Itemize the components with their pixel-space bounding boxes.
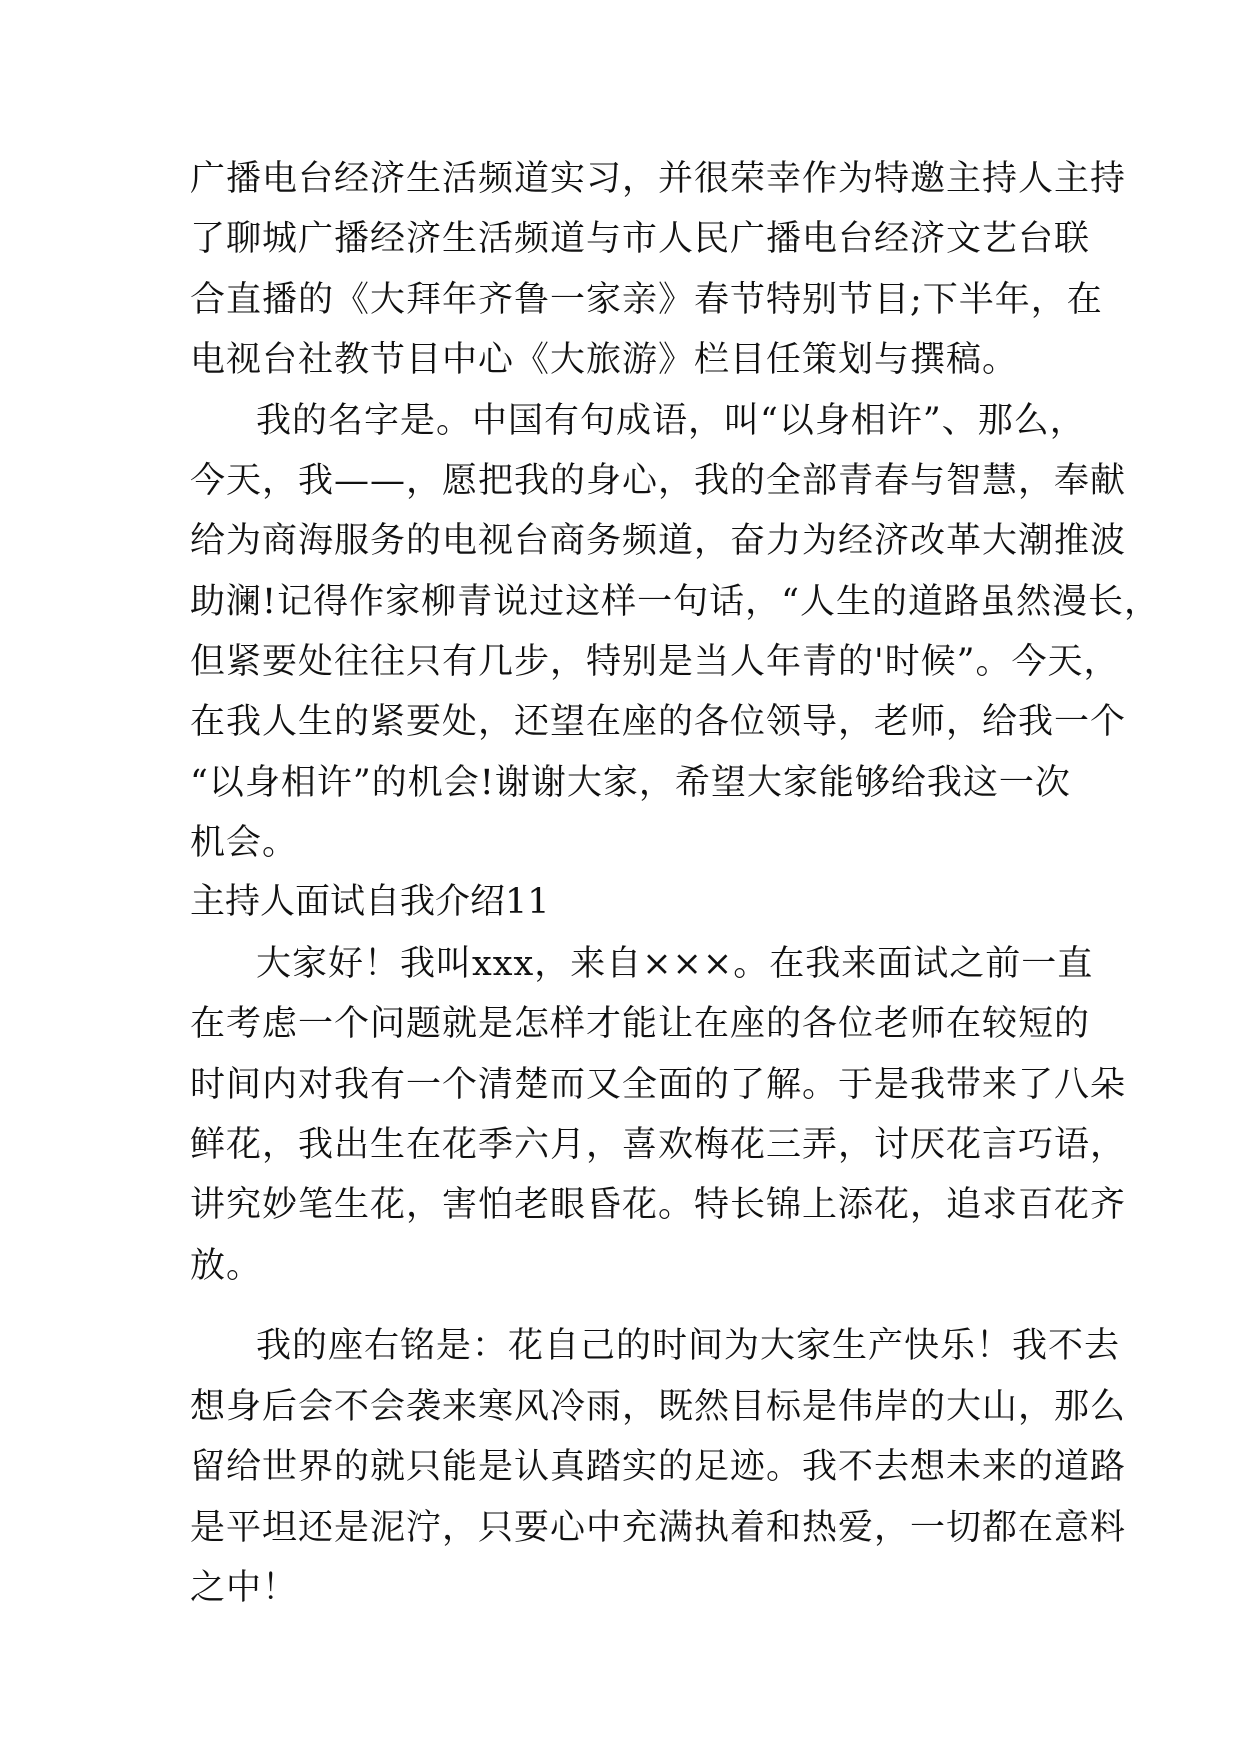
paragraph-line: 在我人生的紧要处，还望在座的各位领导，老师，给我一个 bbox=[190, 702, 1127, 742]
paragraph-line: 我的座右铭是：花自己的时间为大家生产快乐！我不去 bbox=[256, 1326, 1121, 1366]
paragraph-line: 电视台社教节目中心《大旅游》栏目任策划与撰稿。 bbox=[190, 340, 1019, 380]
paragraph-line: “以身相许”的机会!谢谢大家，希望大家能够给我这一次 bbox=[190, 763, 1071, 803]
paragraph-line: 机会。 bbox=[190, 823, 299, 863]
paragraph-line: 广播电台经济生活频道实习，并很荣幸作为特邀主持人主持 bbox=[190, 159, 1127, 199]
paragraph-line: 在考虑一个问题就是怎样才能让在座的各位老师在较短的 bbox=[190, 1004, 1091, 1044]
paragraph-line: 合直播的《大拜年齐鲁一家亲》春节特别节目;下半年，在 bbox=[190, 280, 1103, 320]
paragraph-line: 我的名字是。中国有句成语，叫“以身相许”、那么， bbox=[256, 401, 1086, 441]
paragraph-line: 今天，我——，愿把我的身心，我的全部青春与智慧，奉献 bbox=[190, 461, 1127, 501]
paragraph-line: 讲究妙笔生花，害怕老眼昏花。特长锦上添花，追求百花齐 bbox=[190, 1185, 1127, 1225]
paragraph-line: 但紧要处往往只有几步，特别是当人年青的'时候”。今天， bbox=[190, 642, 1120, 682]
paragraph-line: 是平坦还是泥泞，只要心中充满执着和热爱，一切都在意料 bbox=[190, 1508, 1127, 1548]
paragraph-line: 之中！ bbox=[190, 1568, 299, 1608]
paragraph-line: 鲜花，我出生在花季六月，喜欢梅花三弄，讨厌花言巧语， bbox=[190, 1125, 1127, 1165]
paragraph-line: 助澜!记得作家柳青说过这样一句话，“人生的道路虽然漫长， bbox=[190, 582, 1160, 622]
section-heading: 主持人面试自我介绍11 bbox=[190, 882, 550, 922]
paragraph-line: 留给世界的就只能是认真踏实的足迹。我不去想未来的道路 bbox=[190, 1447, 1127, 1487]
paragraph-line: 了聊城广播经济生活频道与市人民广播电台经济文艺台联 bbox=[190, 219, 1091, 259]
paragraph-line: 想身后会不会袭来寒风冷雨，既然目标是伟岸的大山，那么 bbox=[190, 1387, 1127, 1427]
paragraph-line: 放。 bbox=[190, 1246, 263, 1286]
paragraph-line: 大家好！我叫xxx，来自×××。在我来面试之前一直 bbox=[256, 944, 1094, 984]
paragraph-line: 给为商海服务的电视台商务频道，奋力为经济改革大潮推波 bbox=[190, 521, 1127, 561]
paragraph-line: 时间内对我有一个清楚而又全面的了解。于是我带来了八朵 bbox=[190, 1065, 1127, 1105]
